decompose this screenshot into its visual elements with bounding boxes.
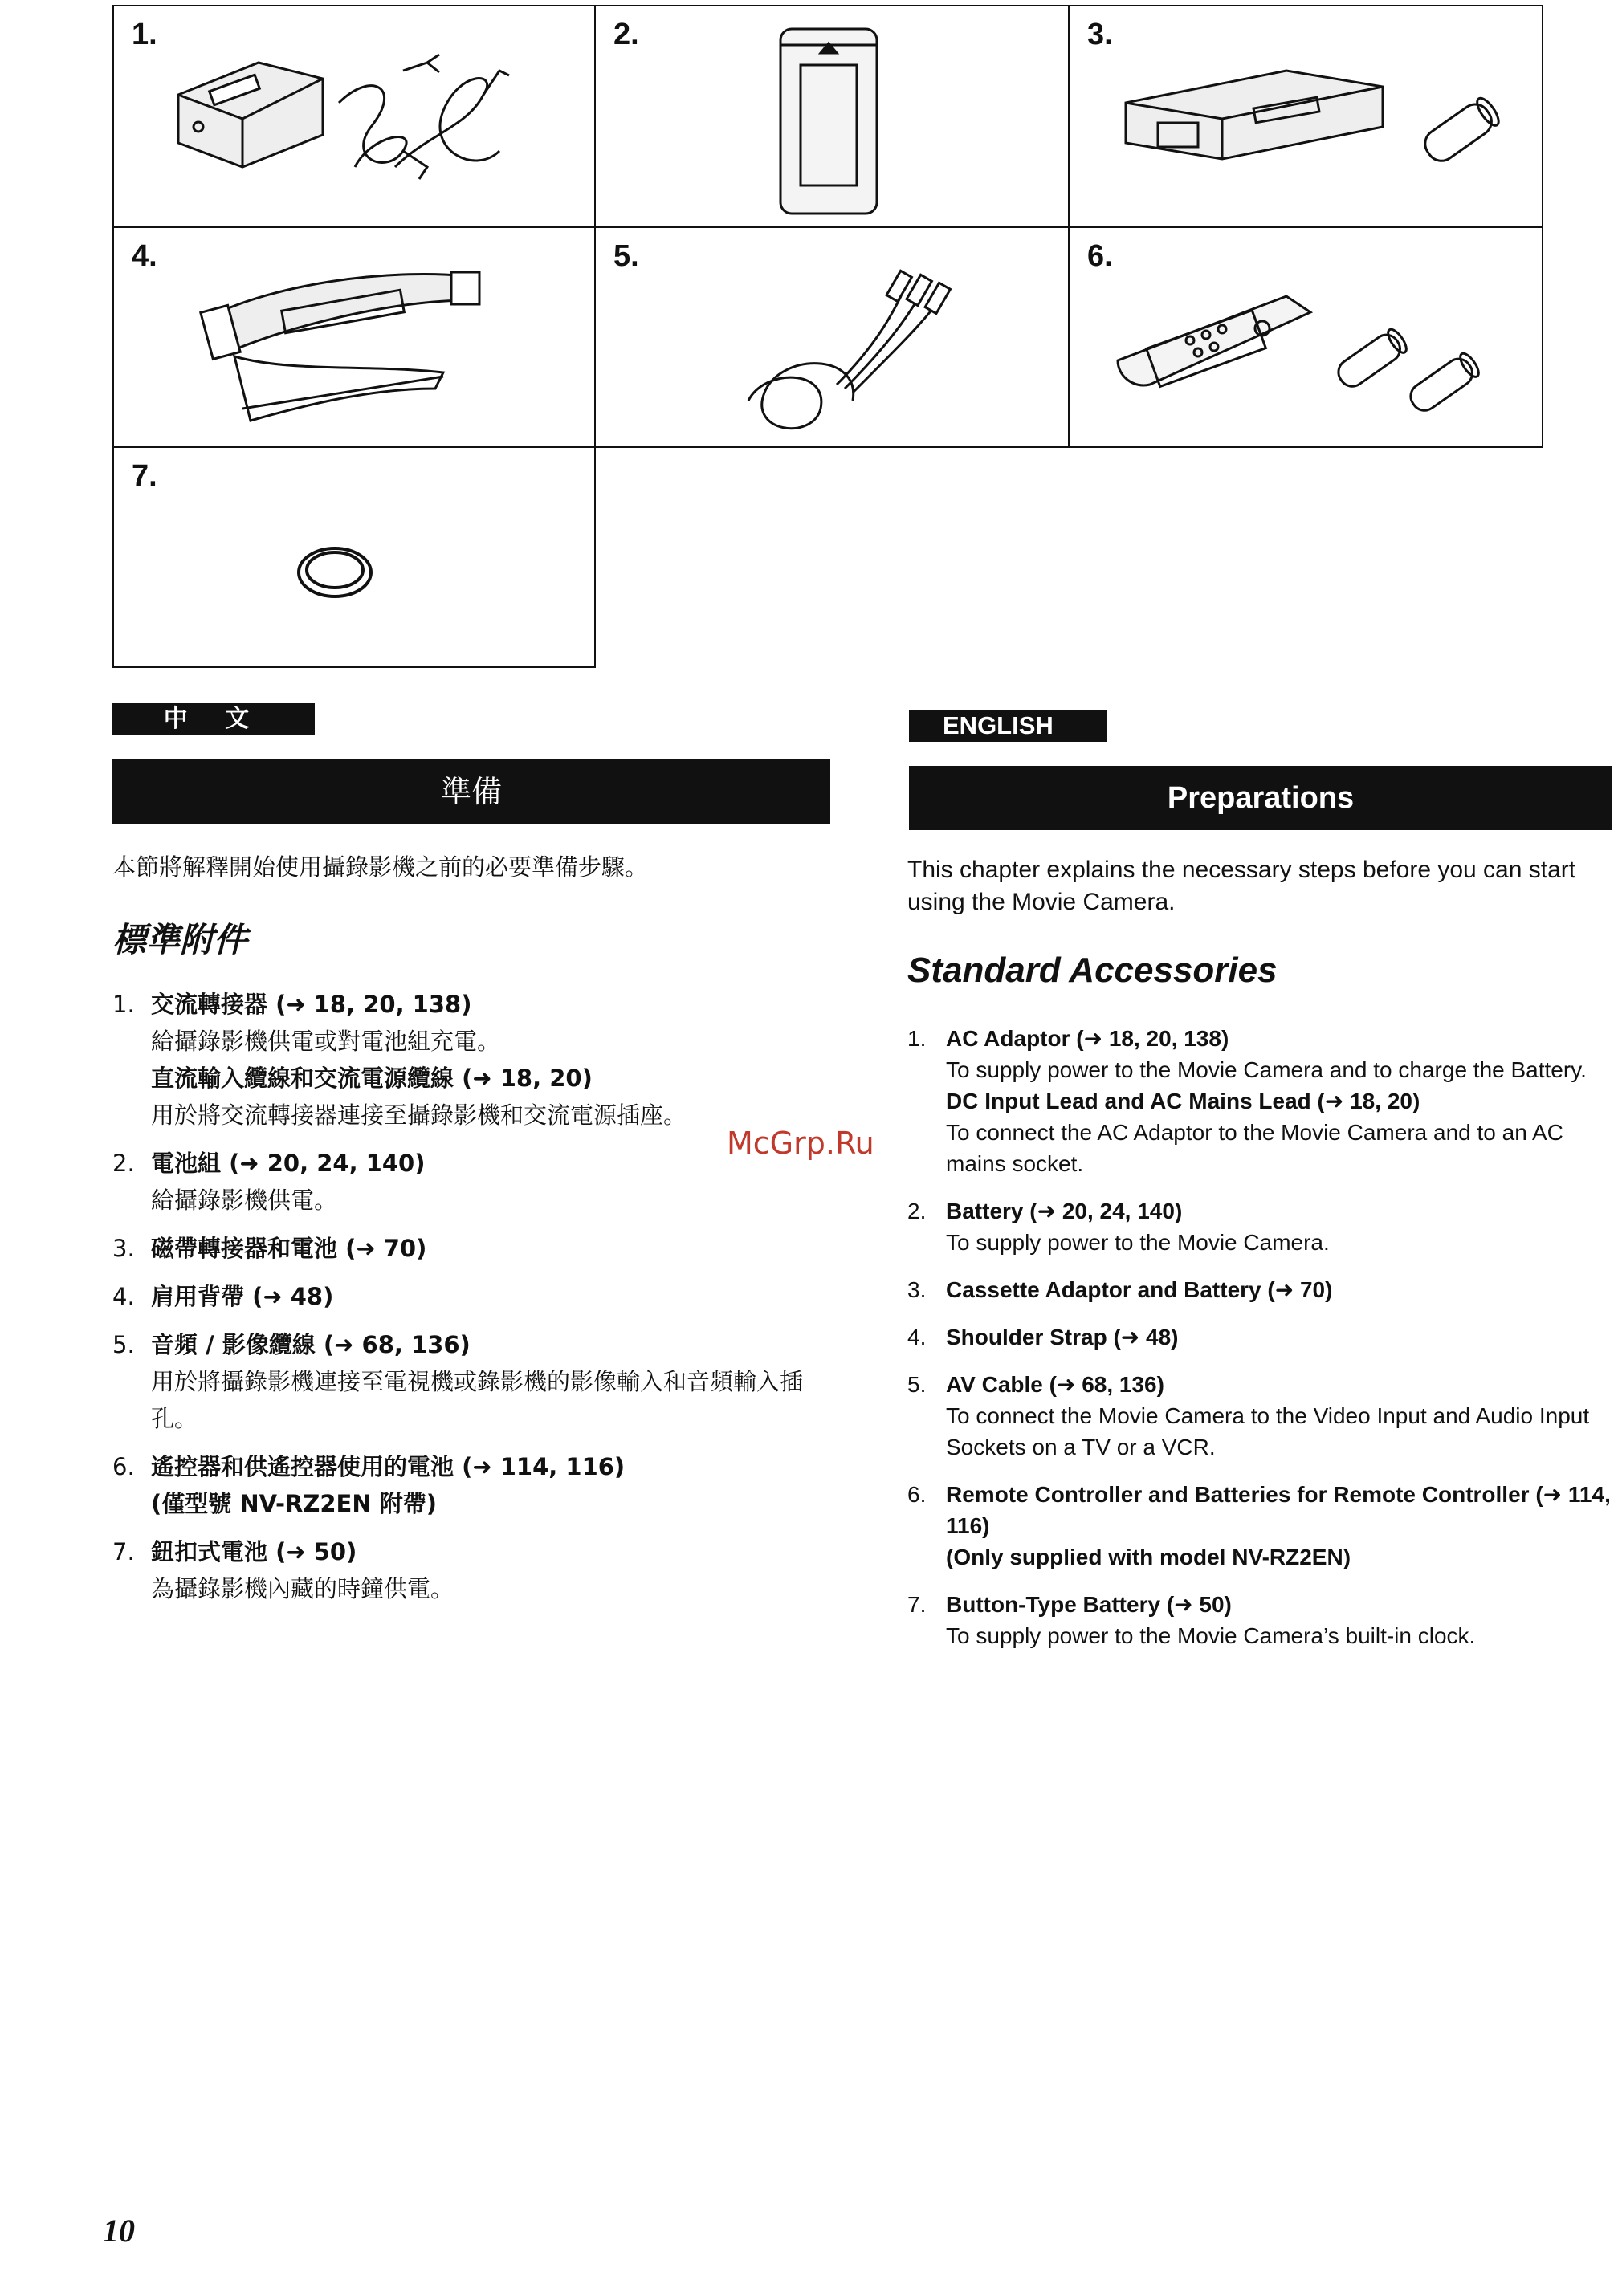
cassette-adaptor-and-battery-icon [1110,39,1527,199]
figure-number: 7. [132,459,157,493]
list-item [907,1479,1614,1573]
item-title: AV Cable (➜ 68, 136) [946,1372,1164,1397]
item-title: 交流轉接器 (➜ 18, 20, 138) [151,991,472,1018]
english-subheading: Standard Accessories [907,951,1278,990]
item-text: 給攝錄影機供電。 [151,1187,338,1214]
av-cable-icon [716,248,973,441]
item-subtext: To connect the AC Adaptor to the Movie Camera and to an AC mains socket. [946,1120,1563,1176]
remote-controller-and-batteries-icon [1102,264,1503,425]
item-text: To connect the Movie Camera to the Video Input and Audio Input Sockets on a TV or a VCR. [946,1403,1590,1459]
list-item [907,1369,1614,1463]
list-item [112,1326,835,1437]
list-item [907,1321,1614,1353]
chinese-language-tag: 中 文 [112,703,315,735]
english-section-title: Preparations [909,766,1612,830]
english-accessory-list [907,1023,1614,1651]
shoulder-strap-icon [194,252,516,437]
ac-adaptor-with-cables-icon [162,39,516,199]
item-title: 電池組 (➜ 20, 24, 140) [151,1150,426,1177]
item-number: 2. [112,1150,135,1177]
chinese-intro: 本節將解釋開始使用攝錄影機之前的必要準備步驟。 [112,853,649,881]
item-text: To supply power to the Movie Camera and to charge the Battery. [946,1057,1587,1082]
list-item [907,1274,1614,1305]
item-number: 5. [907,1372,927,1397]
item-text: To supply power to the Movie Camera’s built-in clock. [946,1623,1476,1648]
item-title: 肩用背帶 (➜ 48) [151,1283,334,1310]
item-subtitle: (僅型號 NV-RZ2EN 附帶) [151,1490,437,1517]
item-text: 為攝錄影機內藏的時鐘供電。 [151,1575,454,1602]
english-column [907,854,1614,1667]
figure-cell-4 [112,226,596,448]
english-intro: This chapter explains the necessary steps before you can start using the Movie Camera. [907,857,1576,915]
item-title: 遙控器和供遙控器使用的電池 (➜ 114, 116) [151,1453,626,1480]
item-text: 用於將攝錄影機連接至電視機或錄影機的影像輸入和音頻輸入插孔。 [151,1368,804,1432]
item-text: 給攝錄影機供電或對電池組充電。 [151,1028,501,1055]
accessory-figure-grid [112,5,1543,668]
list-item [112,1278,835,1315]
figure-number: 1. [132,18,157,51]
item-title: 音頻 / 影像纜線 (➜ 68, 136) [151,1331,471,1358]
list-item [907,1589,1614,1651]
figure-cell-1 [112,5,596,228]
item-title: 磁帶轉接器和電池 (➜ 70) [151,1235,427,1262]
item-title: 鈕扣式電池 (➜ 50) [151,1538,357,1565]
chinese-subheading: 標準附件 [112,920,248,959]
figure-number: 3. [1087,18,1113,51]
list-item [112,1448,835,1522]
item-number: 3. [907,1277,927,1302]
list-item [112,986,835,1134]
chinese-accessory-list [112,986,835,1607]
figure-cell-6 [1068,226,1543,448]
item-title: Cassette Adaptor and Battery (➜ 70) [946,1277,1333,1302]
item-title: Remote Controller and Batteries for Remote Controller (➜ 114, 116) [946,1482,1611,1538]
item-title: Button-Type Battery (➜ 50) [946,1592,1232,1617]
item-subtext: 用於將交流轉接器連接至攝錄影機和交流電源插座。 [151,1101,687,1129]
item-number: 4. [112,1283,135,1310]
item-text: To supply power to the Movie Camera. [946,1230,1330,1255]
figure-number: 2. [613,18,639,51]
figure-cell-2 [594,5,1070,228]
item-number: 3. [112,1235,135,1262]
battery-pack-icon [764,21,893,222]
item-title: Shoulder Strap (➜ 48) [946,1325,1179,1350]
item-title: AC Adaptor (➜ 18, 20, 138) [946,1026,1229,1051]
english-language-tag: ENGLISH [909,710,1107,742]
list-item [907,1195,1614,1258]
item-number: 4. [907,1325,927,1350]
list-item [112,1533,835,1607]
item-number: 2. [907,1199,927,1223]
page-number: 10 [103,2213,135,2249]
item-subtitle: 直流輸入纜線和交流電源纜線 (➜ 18, 20) [151,1065,593,1092]
item-number: 1. [112,991,135,1018]
item-number: 7. [112,1538,135,1565]
chinese-column [112,851,835,1618]
item-number: 7. [907,1592,927,1617]
figure-number: 5. [613,239,639,273]
figure-cell-7 [112,446,596,668]
button-type-battery-icon [287,536,383,609]
item-subtitle: (Only supplied with model NV-RZ2EN) [946,1545,1351,1569]
item-number: 6. [907,1482,927,1507]
item-number: 6. [112,1453,135,1480]
figure-number: 6. [1087,239,1113,273]
watermark: McGrp.Ru [727,1126,874,1161]
item-number: 1. [907,1026,927,1051]
list-item [112,1230,835,1267]
list-item [907,1023,1614,1179]
figure-cell-3 [1068,5,1543,228]
figure-cell-5 [594,226,1070,448]
item-title: Battery (➜ 20, 24, 140) [946,1199,1183,1223]
item-number: 5. [112,1331,135,1358]
item-subtitle: DC Input Lead and AC Mains Lead (➜ 18, 20) [946,1089,1420,1113]
figure-number: 4. [132,239,157,273]
chinese-section-title: 準備 [112,759,830,824]
